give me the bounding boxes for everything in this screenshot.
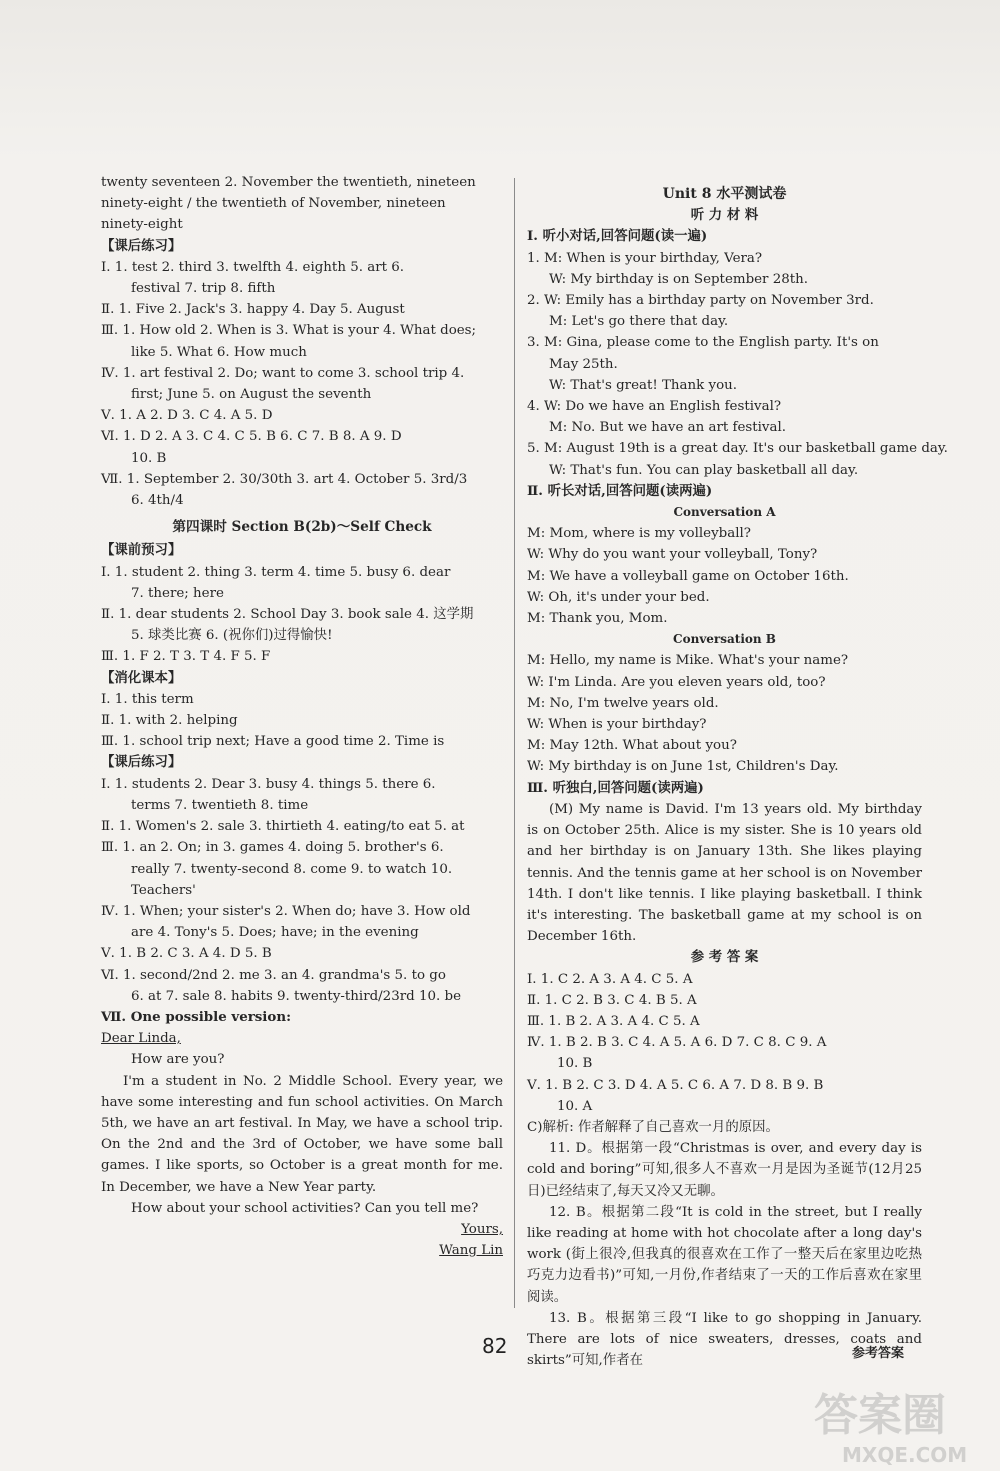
left-column-line: How about your school activities? Can you tell me? bbox=[131, 1200, 479, 1216]
left-column-line: like 5. What 6. How much bbox=[131, 344, 307, 360]
left-column-line: Ⅴ. 1. B 2. C 3. A 4. D 5. B bbox=[101, 946, 272, 962]
right-column-line: W: That's great! Thank you. bbox=[549, 377, 738, 393]
left-column-line: 【消化课本】 bbox=[101, 669, 182, 686]
right-column-line: C)解析: 作者解释了自己喜欢一月的原因。 bbox=[527, 1119, 779, 1135]
left-column-line: first; June 5. on August the seventh bbox=[131, 387, 372, 403]
left-column-line: terms 7. twentieth 8. time bbox=[131, 797, 309, 813]
right-column-line: 参 考 答 案 bbox=[690, 949, 759, 966]
page-number: 82 bbox=[482, 1334, 508, 1358]
left-column-line: Ⅵ. 1. D 2. A 3. C 4. C 5. B 6. C 7. B 8. A 9. D bbox=[101, 429, 402, 445]
right-column-line: W: My birthday is on September 28th. bbox=[549, 271, 809, 287]
left-column-line: Ⅰ. 1. this term bbox=[101, 691, 194, 707]
right-column-line: W: I'm Linda. Are you eleven years old, too? bbox=[527, 674, 826, 690]
watermark-main-text: 答案圈 bbox=[814, 1390, 946, 1441]
left-column-line: 【课前预习】 bbox=[101, 542, 182, 559]
right-column-line: M: Let's go there that day. bbox=[549, 314, 729, 330]
left-column-line: 【课后练习】 bbox=[101, 754, 182, 771]
right-column-line: W: Why do you want your volleyball, Tony? bbox=[527, 547, 818, 563]
right-column-line: M: May 12th. What about you? bbox=[527, 738, 737, 754]
right-column bbox=[527, 172, 948, 1371]
right-column-line: Ⅳ. 1. B 2. B 3. C 4. A 5. A 6. D 7. C 8. C 9. A bbox=[527, 1035, 827, 1051]
right-column-line: W: When is your birthday? bbox=[527, 717, 707, 733]
left-column-line: 6. at 7. sale 8. habits 9. twenty-third/23rd 10. be bbox=[131, 988, 461, 1004]
right-column-line: Ⅲ. 1. B 2. A 3. A 4. C 5. A bbox=[527, 1013, 700, 1029]
left-column-line: 【课后练习】 bbox=[101, 237, 182, 254]
right-column-line: 听 力 材 料 bbox=[690, 207, 759, 224]
right-column-line: Unit 8 水平测试卷 bbox=[662, 186, 787, 202]
right-column-line: Ⅰ. 听小对话,回答问题(读一遍) bbox=[527, 228, 708, 245]
left-column-line: Ⅴ. 1. A 2. D 3. C 4. A 5. D bbox=[101, 408, 273, 424]
watermark-logo bbox=[808, 1380, 988, 1468]
left-column-line: Ⅳ. 1. When; your sister's 2. When do; have 3. How old bbox=[101, 903, 471, 919]
left-column-line: Ⅰ. 1. test 2. third 3. twelfth 4. eighth 5. art 6. bbox=[101, 259, 405, 275]
left-column-line: Wang Lin bbox=[439, 1243, 503, 1259]
footer-section-label: 参考答案 bbox=[852, 1346, 905, 1361]
column-divider bbox=[514, 178, 515, 1308]
right-column-line: Conversation A bbox=[673, 505, 776, 520]
right-column-line: 10. A bbox=[557, 1098, 593, 1114]
right-column-line: M: We have a volleyball game on October 16th. bbox=[527, 568, 849, 584]
left-column-line: Ⅳ. 1. art festival 2. Do; want to come 3. school trip 4. bbox=[101, 365, 465, 381]
left-column-line: Ⅲ. 1. school trip next; Have a good time 2. Time is bbox=[101, 734, 445, 750]
right-column-line: M: No, I'm twelve years old. bbox=[527, 695, 719, 711]
right-column-line: Ⅲ. 听独白,回答问题(读两遍) bbox=[527, 779, 704, 796]
right-column-line: 5. M: August 19th is a great day. It's our basketball game day. bbox=[527, 441, 948, 457]
left-column-line: ninety-eight / the twentieth of November, nineteen bbox=[101, 196, 446, 212]
right-column-line: M: Hello, my name is Mike. What's your name? bbox=[527, 653, 849, 669]
left-column-line: Ⅱ. 1. with 2. helping bbox=[101, 713, 238, 729]
left-column-line: Ⅰ. 1. student 2. thing 3. term 4. time 5. busy 6. dear bbox=[101, 564, 451, 580]
right-column-line: M: Mom, where is my volleyball? bbox=[527, 526, 751, 542]
left-column-line: are 4. Tony's 5. Does; have; in the evening bbox=[131, 925, 419, 941]
right-column-line: 10. B bbox=[557, 1056, 593, 1072]
left-column-line: I'm a student in No. 2 Middle School. Every year, we have some interesting and fun school activities. On March 5th, we have an art festival. In May, we have a school trip. On the 2nd and the 3rd of October, we have some ball games. I like sports, so October is a great month for me. In December, we have a New Year party. bbox=[101, 1073, 503, 1195]
left-column bbox=[101, 172, 503, 1261]
left-column-line: 第四课时 Section B(2b)～Self Check bbox=[172, 519, 432, 536]
right-column-line: Ⅴ. 1. B 2. C 3. D 4. A 5. C 6. A 7. D 8. B 9. B bbox=[527, 1077, 824, 1093]
left-column-line: Ⅲ. 1. an 2. On; in 3. games 4. doing 5. brother's 6. bbox=[101, 840, 444, 856]
right-column-line: Ⅰ. 1. C 2. A 3. A 4. C 5. A bbox=[527, 971, 693, 987]
left-column-line: Ⅲ. 1. How old 2. When is 3. What is your 4. What does; bbox=[101, 323, 477, 339]
right-column-line: W: Oh, it's under your bed. bbox=[527, 589, 710, 605]
right-column-line: W: My birthday is on June 1st, Children's Day. bbox=[527, 759, 839, 775]
right-column-line: 12. B。根据第二段“It is cold in the street, but I really like reading at home with hot chocolate after a long day's work (街上很冷,但我真的很喜欢在工作了一整天后在家里边吃热巧克力边看书)”可知,一月份,作者结束了一天的工作后喜欢在家里阅读。 bbox=[527, 1204, 922, 1305]
right-column-line: Conversation B bbox=[673, 632, 776, 647]
left-column-line: Teachers' bbox=[131, 882, 196, 898]
left-column-line: Ⅶ. 1. September 2. 30/30th 3. art 4. October 5. 3rd/3 bbox=[101, 471, 468, 487]
left-column-line: 10. B bbox=[131, 450, 167, 466]
left-column-line: really 7. twenty-second 8. come 9. to watch 10. bbox=[131, 861, 453, 877]
watermark-sub-text: MXQE.COM bbox=[842, 1443, 968, 1467]
right-column-line: Ⅱ. 1. C 2. B 3. C 4. B 5. A bbox=[527, 992, 697, 1008]
left-column-line: Dear Linda, bbox=[101, 1031, 181, 1047]
right-column-line: May 25th. bbox=[549, 356, 618, 372]
left-column-line: Ⅰ. 1. students 2. Dear 3. busy 4. things 5. there 6. bbox=[101, 776, 436, 792]
left-column-line: ninety-eight bbox=[101, 217, 183, 233]
right-column-line: 4. W: Do we have an English festival? bbox=[527, 399, 782, 415]
left-column-line: 7. there; here bbox=[131, 585, 224, 601]
left-column-line: 6. 4th/4 bbox=[131, 493, 184, 509]
right-column-line: 11. D。根据第一段“Christmas is over, and every day is cold and boring”可知,很多人不喜欢一月是因为圣诞节(12月25日)已经结束了,每天又冷又无聊。 bbox=[527, 1141, 922, 1199]
right-column-line: Ⅱ. 听长对话,回答问题(读两遍) bbox=[527, 482, 713, 499]
right-column-line: 1. M: When is your birthday, Vera? bbox=[527, 250, 763, 266]
left-column-line: Ⅱ. 1. dear students 2. School Day 3. book sale 4. 这学期 bbox=[101, 607, 474, 623]
left-column-line: Ⅱ. 1. Women's 2. sale 3. thirtieth 4. eating/to eat 5. at bbox=[101, 819, 465, 835]
right-column-line: (M) My name is David. I'm 13 years old. My birthday is on October 25th. Alice is my sister. She is 10 years old and her birthday is on January 13th. She likes playing tennis. And the tennis game at her school is on November 14th. I don't like tennis. I like playing basketball. I think it's interesting. The basketball game at my school is on December 16th. bbox=[527, 801, 922, 945]
left-column-line: Ⅵ. 1. second/2nd 2. me 3. an 4. grandma's 5. to go bbox=[101, 967, 446, 983]
right-column-line: 2. W: Emily has a birthday party on November 3rd. bbox=[527, 293, 874, 309]
left-column-line: twenty seventeen 2. November the twentieth, nineteen bbox=[101, 175, 476, 190]
right-column-line: M: Thank you, Mom. bbox=[527, 611, 668, 627]
left-column-line: festival 7. trip 8. fifth bbox=[131, 281, 276, 297]
right-column-line: M: No. But we have an art festival. bbox=[549, 420, 787, 436]
right-column-line: W: That's fun. You can play basketball all day. bbox=[549, 462, 859, 478]
right-column-line: 13. B。根据第三段“I like to go shopping in January. There are lots of nice sweaters, dresses, coats and skirts”可知,作者在 bbox=[527, 1310, 922, 1369]
left-column-line: Ⅶ. One possible version: bbox=[101, 1008, 292, 1025]
left-column-line: Ⅱ. 1. Five 2. Jack's 3. happy 4. Day 5. August bbox=[101, 302, 405, 318]
left-column-line: Yours, bbox=[461, 1221, 503, 1237]
left-column-line: Ⅲ. 1. F 2. T 3. T 4. F 5. F bbox=[101, 649, 271, 665]
left-column-line: How are you? bbox=[131, 1052, 225, 1068]
right-column-line: 3. M: Gina, please come to the English party. It's on bbox=[527, 335, 879, 351]
left-column-line: 5. 球类比赛 6. (祝你们)过得愉快! bbox=[131, 628, 333, 644]
